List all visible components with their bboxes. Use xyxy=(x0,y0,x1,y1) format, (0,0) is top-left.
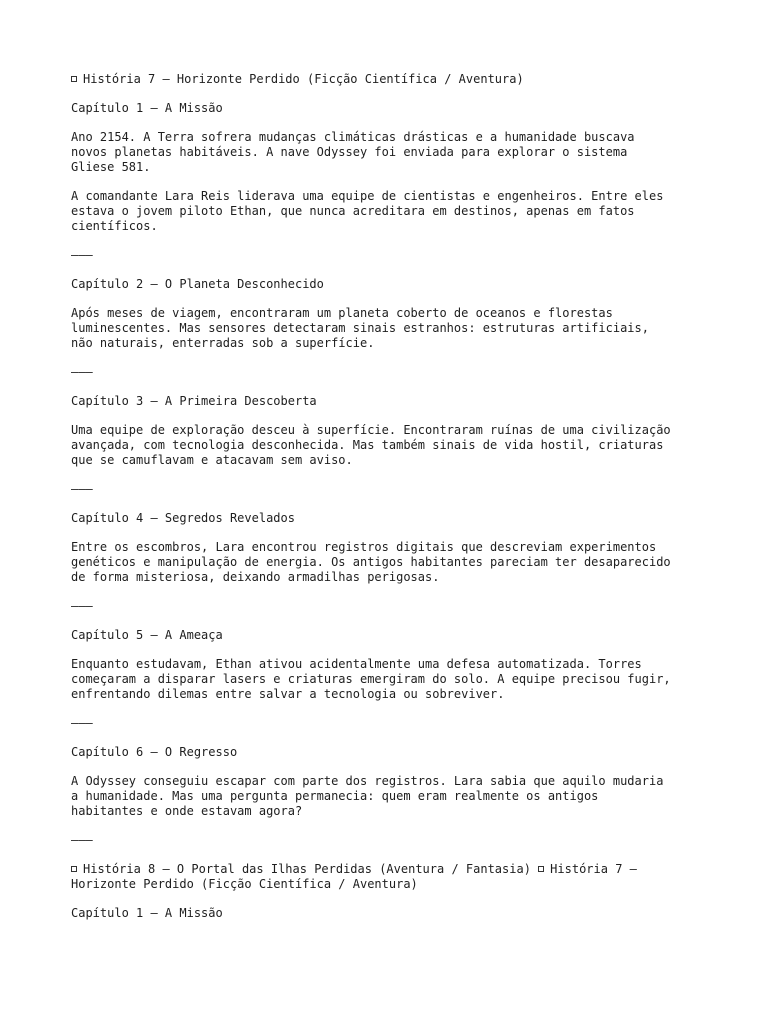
chapter-title: Capítulo 4 – Segredos Revelados xyxy=(71,511,295,525)
square-bullet-icon xyxy=(71,866,77,872)
chapter-title: Capítulo 1 – A Missão xyxy=(71,906,223,920)
paragraph: Uma equipe de exploração desceu à superfície. Encontraram ruínas de uma civilização avançada, com tecnologia desconhecida. Mas também sinais de vida hostil, criaturas que se camuflavam e atacavam sem aviso. xyxy=(71,423,671,467)
paragraph: Ano 2154. A Terra sofrera mudanças climáticas drásticas e a humanidade buscava novos planetas habitáveis. A nave Odyssey foi enviada para explorar o sistema Gliese 581. xyxy=(71,130,635,174)
paragraph: A Odyssey conseguiu escapar com parte dos registros. Lara sabia que aquilo mudaria a humanidade. Mas uma pergunta permanecia: quem eram realmente os antigos habitantes e onde estavam agora? xyxy=(71,774,664,818)
chapter-title: Capítulo 2 – O Planeta Desconhecido xyxy=(71,277,324,291)
separator: ——— xyxy=(71,599,93,613)
square-bullet-icon xyxy=(538,866,544,872)
story-title: História 7 – Horizonte Perdido (Ficção Científica / Aventura) xyxy=(71,72,711,87)
separator: ——— xyxy=(71,365,93,379)
chapter-title: Capítulo 5 – A Ameaça xyxy=(71,628,223,642)
paragraph: A comandante Lara Reis liderava uma equipe de cientistas e engenheiros. Entre eles estava o jovem piloto Ethan, que nunca acreditara em destinos, apenas em fatos científicos. xyxy=(71,189,664,233)
separator: ——— xyxy=(71,482,93,496)
paragraph: Enquanto estudavam, Ethan ativou acidentalmente uma defesa automatizada. Torres começaram a disparar lasers e criaturas emergiram do solo. A equipe precisou fugir, enfrentando dilemas entre salvar a tecnologia ou sobreviver. xyxy=(71,657,671,701)
separator: ——— xyxy=(71,716,93,730)
paragraph: Entre os escombros, Lara encontrou registros digitais que descreviam experimentos genéticos e manipulação de energia. Os antigos habitantes pareciam ter desaparecido de forma misteriosa, deixando armadilhas perigosas. xyxy=(71,540,671,584)
separator: ——— xyxy=(71,248,93,262)
paragraph: Após meses de viagem, encontraram um planeta coberto de oceanos e florestas luminescentes. Mas sensores detectaram sinais estranhos: estruturas artificiais, não naturais, enterradas sob a superfície. xyxy=(71,306,649,350)
document-page xyxy=(71,72,711,935)
chapter-title: Capítulo 1 – A Missão xyxy=(71,101,223,115)
chapter-title: Capítulo 3 – A Primeira Descoberta xyxy=(71,394,317,408)
square-bullet-icon xyxy=(71,76,77,82)
story-title-line: História 8 – O Portal das Ilhas Perdidas (Aventura / Fantasia) História 7 – Horizonte Perdido (Ficção Científica / Aventura) xyxy=(71,862,637,891)
chapter-title: Capítulo 6 – O Regresso xyxy=(71,745,238,759)
separator: ——— xyxy=(71,833,93,847)
